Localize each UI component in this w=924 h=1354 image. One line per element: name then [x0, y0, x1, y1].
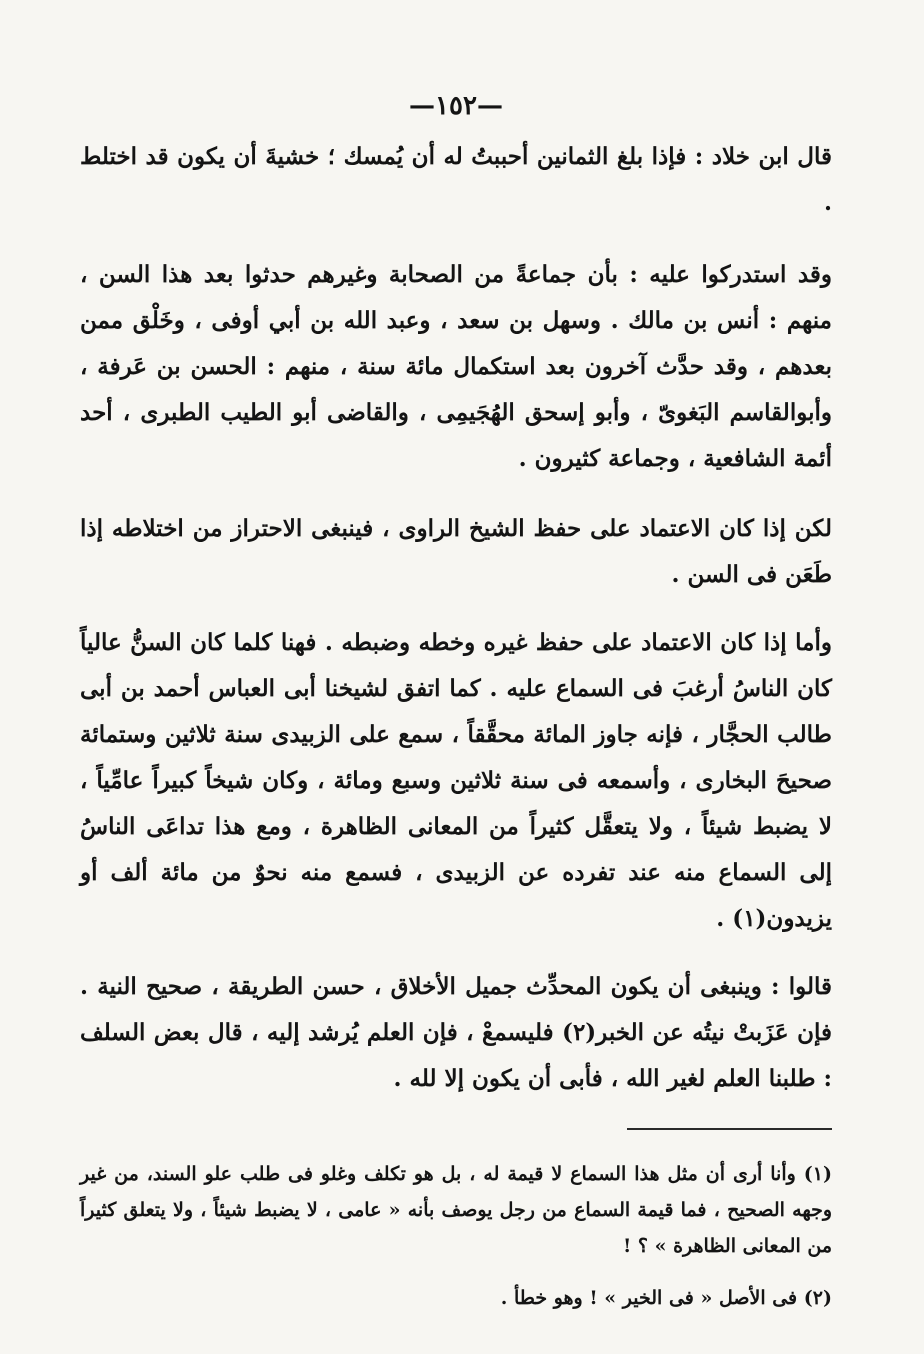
footnote-separator	[627, 1128, 832, 1130]
page-number: —١٥٢—	[409, 91, 503, 121]
paragraph-5: قالوا : وينبغى أن يكون المحدِّث جميل الأخلاق ، حسن الطريقة ، صحيح النية . فإن عَزَبتْ نيتُه عن الخبر(٢) فليسمعْ ، فإن العلم يُرشد إليه ، قال بعض السلف : طلبنا العلم لغير الله ، فأبى أن يكون إلا لله .	[80, 973, 832, 1092]
footnote-2-marker: (٢)	[803, 1287, 832, 1309]
body-text	[80, 134, 832, 1102]
footnotes	[80, 1156, 832, 1316]
footnote-2	[80, 1280, 832, 1316]
footnote-1-text: وأنا أرى أن مثل هذا السماع لا قيمة له ، بل هو تكلف وغلو فى طلب علو السند، من غير وجهه الصحيح ، فما قيمة السماع من رجل يوصف بأنه « عامى ، لا يضبط شيئاً ، ولا يتعلق كثيراً من المعانى الظاهرة » ؟ !	[80, 1163, 832, 1257]
paragraph-3: لكن إذا كان الاعتماد على حفظ الشيخ الراوى ، فينبغى الاحتراز من اختلاطه إذا طَعَن فى السن .	[80, 515, 832, 588]
paragraph-1: قال ابن خلاد : فإذا بلغ الثمانين أحببتُ له أن يُمسك ؛ خشيةَ أن يكون قد اختلط .	[80, 143, 832, 216]
footnote-1-marker: (١)	[803, 1163, 832, 1185]
footnote-2-text: فى الأصل « فى الخير » ! وهو خطأ .	[500, 1287, 798, 1309]
paragraph-2: وقد استدركوا عليه : بأن جماعةً من الصحابة وغيرهم حدثوا بعد هذا السن ، منهم : أنس بن مالك . وسهل بن سعد ، وعبد الله بن أبي أوفى ، وخَلْق ممن بعدهم ، وقد حدَّث آخرون بعد استكمال مائة سنة ، منهم : الحسن بن عَرفة ، وأبوالقاسم البَغوىّ ، وأبو إسحق الهُجَيمِى ، والقاضى أبو الطيب الطبرى ، أحد أئمة الشافعية ، وجماعة كثيرون .	[80, 261, 832, 472]
footnote-1	[80, 1156, 832, 1264]
paragraph-4: وأما إذا كان الاعتماد على حفظ غيره وخطه وضبطه . فهنا كلما كان السنُّ عالياً كان الناسُ أرغبَ فى السماع عليه . كما اتفق لشيخنا أبى العباس أحمد بن أبى طالب الحجَّار ، فإنه جاوز المائة محقَّقاً ، سمع على الزبيدى سنة ثلاثين وستمائة صحيحَ البخارى ، وأسمعه فى سنة ثلاثين وسبع ومائة ، وكان شيخاً كبيراً عامِّياً ، لا يضبط شيئاً ، ولا يتعقَّل كثيراً من المعانى الظاهرة ، ومع هذا تداعَى الناسُ إلى السماع منه عند تفرده عن الزبيدى ، فسمع منه نحوٌ من مائة ألف أو يزيدون(١) .	[80, 629, 832, 932]
